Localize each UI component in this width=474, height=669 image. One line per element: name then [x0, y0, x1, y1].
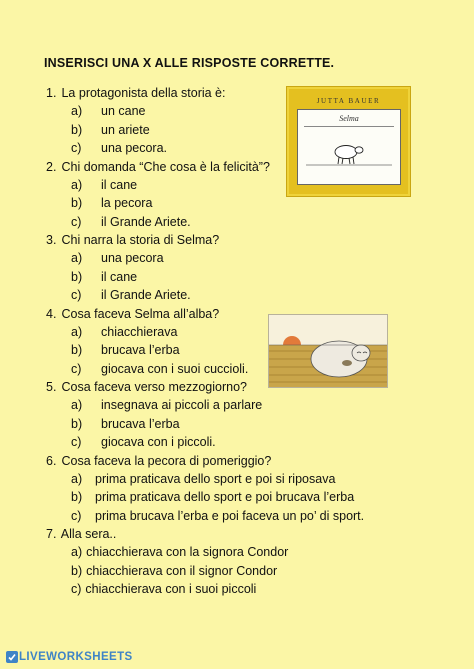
option-letter: c)	[71, 361, 82, 376]
option-text: una pecora.	[101, 141, 168, 155]
question-number: 1.	[46, 86, 57, 100]
question-7	[46, 525, 346, 543]
option-text: il cane	[101, 269, 138, 284]
question-text: Cosa faceva verso mezzogiorno?	[61, 380, 247, 394]
option-text: prima brucava l’erba e poi faceva un po’ di sport.	[95, 508, 365, 523]
question-number: 4.	[46, 306, 57, 321]
book-cover-image	[286, 86, 411, 197]
option-6b[interactable]	[46, 488, 355, 507]
option-text: chiacchierava con la signora Condor	[86, 545, 289, 559]
option-text: un ariete	[101, 122, 150, 137]
option-letter: c)	[71, 141, 82, 155]
option-text: chiacchierava	[101, 324, 178, 339]
book-author: JUTTA BAUER	[316, 97, 381, 105]
option-text: prima praticava dello sport e poi si riposava	[95, 471, 336, 486]
question-text: Chi narra la storia di Selma?	[61, 233, 220, 247]
option-letter: b)	[71, 122, 83, 137]
option-text: il cane	[101, 177, 138, 192]
question-text: Cosa faceva Selma all’alba?	[61, 306, 220, 321]
option-5c[interactable]	[46, 433, 346, 452]
sheep-sleeping-drawing	[269, 315, 387, 387]
question-number: 2.	[46, 159, 57, 174]
question-number: 5.	[46, 380, 57, 394]
book-cover-label	[297, 109, 401, 185]
question-6	[46, 452, 346, 470]
option-letter: b)	[71, 490, 83, 504]
question-text: Cosa faceva la pecora di pomeriggio?	[61, 453, 272, 468]
option-5a[interactable]	[46, 396, 346, 415]
option-text: prima praticava dello sport e poi brucava l’erba	[95, 490, 355, 504]
option-letter: a)	[71, 471, 83, 486]
question-number: 3.	[46, 233, 57, 247]
option-text: un cane	[101, 104, 146, 118]
option-text: brucava l’erba	[101, 416, 180, 431]
option-letter: a)	[71, 104, 83, 118]
option-5b[interactable]	[46, 415, 346, 434]
question-text: Chi domanda “Che cosa è la felicità”?	[61, 159, 270, 174]
footer-brand	[6, 650, 133, 664]
option-7a[interactable]	[46, 543, 346, 562]
option-letter: b)	[71, 416, 83, 431]
option-letter: a)	[71, 545, 83, 559]
question-number: 6.	[46, 453, 57, 468]
option-text: la pecora	[101, 196, 153, 210]
option-6c[interactable]	[46, 507, 365, 526]
option-text: chiacchierava con il signor Condor	[86, 563, 278, 578]
option-letter: a)	[71, 177, 83, 192]
option-3b[interactable]	[46, 268, 346, 287]
option-3c[interactable]	[46, 286, 346, 305]
question-number: 7.	[46, 527, 57, 541]
option-7b[interactable]	[46, 562, 346, 581]
option-letter: a)	[71, 398, 83, 412]
question-text: Alla sera..	[60, 527, 117, 541]
book-title: Selma	[339, 114, 359, 123]
option-letter: a)	[71, 251, 83, 265]
option-letter: c)	[71, 508, 82, 523]
worksheet-title: INSERISCI UNA X ALLE RISPOSTE CORRETTE.	[44, 56, 335, 70]
question-text: La protagonista della storia è:	[61, 86, 226, 100]
option-letter: b)	[71, 343, 83, 357]
option-letter: c)	[71, 435, 82, 449]
option-text: giocava con i suoi cuccioli.	[101, 361, 249, 376]
option-letter: a)	[71, 324, 83, 339]
option-2c[interactable]	[46, 213, 346, 232]
option-letter: c)	[71, 214, 82, 229]
option-3a[interactable]	[46, 249, 346, 268]
option-letter: c)	[71, 582, 82, 596]
option-text: giocava con i piccoli.	[101, 435, 216, 449]
option-letter: b)	[71, 563, 83, 578]
option-text: brucava l’erba	[101, 343, 180, 357]
option-6a[interactable]	[46, 470, 346, 489]
option-letter: c)	[71, 288, 82, 302]
option-letter: b)	[71, 196, 83, 210]
liveworksheets-logo-icon	[6, 651, 18, 663]
option-text: chiacchierava con i suoi piccoli	[85, 582, 257, 596]
option-text: il Grande Ariete.	[101, 288, 191, 302]
option-text: il Grande Ariete.	[101, 214, 191, 229]
option-letter: b)	[71, 269, 83, 284]
option-text: una pecora	[101, 251, 164, 265]
sheep-drawing	[298, 110, 400, 184]
sheep-scene-image	[268, 314, 388, 388]
option-text: insegnava ai piccoli a parlare	[101, 398, 263, 412]
option-7c[interactable]	[46, 580, 346, 599]
question-3	[46, 231, 346, 249]
footer-brand-text: LIVEWORKSHEETS	[19, 651, 133, 663]
